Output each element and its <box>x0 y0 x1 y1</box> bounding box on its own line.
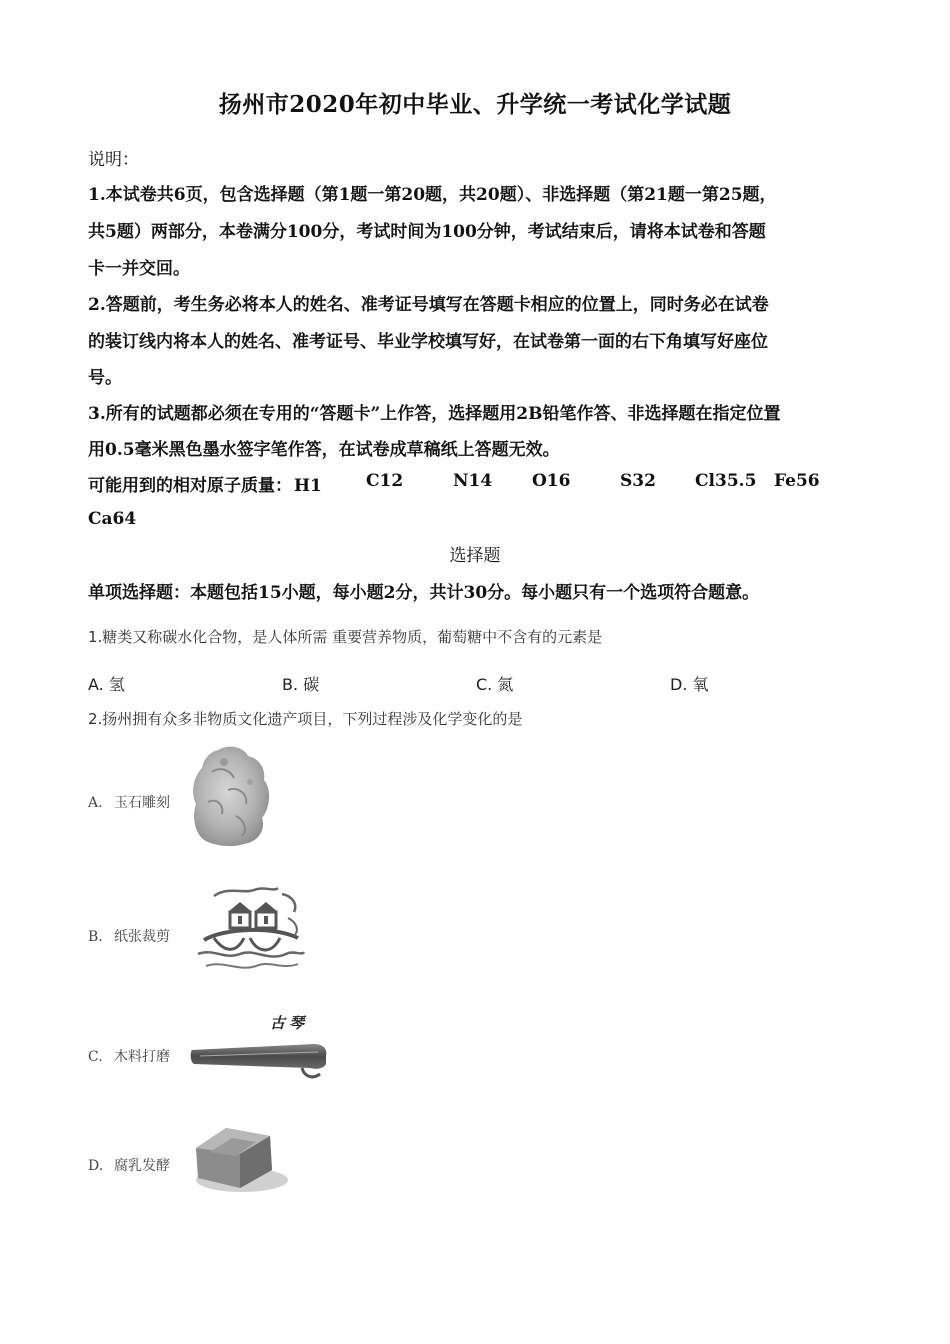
q2-option-c-text: 木料打磨 <box>114 1049 170 1065</box>
atom-h: H1 <box>294 476 322 496</box>
q1-option-b-text: 碳 <box>303 675 320 694</box>
q1-option-d-text: 氧 <box>692 675 709 694</box>
question-2-stem: 2.扬州拥有众多非物质文化遗产项目，下列过程涉及化学变化的是 <box>88 710 523 728</box>
atom-cl: Cl35.5 <box>695 471 757 491</box>
q2-option-c-letter: C. <box>88 1049 103 1065</box>
instruction-1-line-1: 1.本试卷共6页，包含选择题（第1题一第20题，共20题）、非选择题（第21题一第25题， <box>88 185 777 205</box>
instruction-1-line-2: 共5题）两部分，本卷满分100分，考试时间为100分钟，考试结束后，请将本试卷和答题 <box>88 222 766 242</box>
guqin-caption: 古琴 <box>270 1014 309 1032</box>
page-title: 扬州市2020年初中毕业、升学统一考试化学试题 <box>218 91 732 118</box>
atom-fe: Fe56 <box>774 471 820 491</box>
q2-option-b-text: 纸张裁剪 <box>114 929 170 945</box>
atom-s: S32 <box>620 471 656 491</box>
q1-option-d-letter: D. <box>670 675 688 694</box>
atomic-masses-label: 可能用到的相对原子质量： <box>88 476 292 496</box>
atom-ca: Ca64 <box>88 509 137 529</box>
q2-option-a <box>88 792 170 812</box>
q2-option-a-letter: A. <box>88 795 103 811</box>
fermented-tofu-image <box>186 1118 290 1196</box>
instruction-3-line-1: 3.所有的试题都必须在专用的“答题卡”上作答，选择题用2B铅笔作答、非选择题在指定位置 <box>88 404 781 424</box>
instruction-2-line-3: 号。 <box>88 368 122 388</box>
q2-option-c <box>88 1046 170 1066</box>
atom-o: O16 <box>532 471 571 491</box>
instruction-2-line-1: 2.答题前，考生务必将本人的姓名、准考证号填写在答题卡相应的位置上，同时务必在试卷 <box>88 295 769 315</box>
atom-c: C12 <box>366 471 404 491</box>
q2-option-b <box>88 926 170 946</box>
section-heading: 选择题 <box>449 546 501 566</box>
q1-option-b-letter: B. <box>282 675 299 694</box>
q2-option-d-letter: D. <box>88 1158 104 1174</box>
q1-option-c <box>476 672 513 695</box>
jade-carving-image <box>188 742 278 848</box>
q1-option-a <box>88 672 125 695</box>
q1-option-d <box>670 672 709 695</box>
guqin-image <box>190 1034 330 1082</box>
q1-option-c-text: 氮 <box>497 675 514 694</box>
paper-cutting-image <box>194 882 308 978</box>
atomic-masses-row <box>88 471 322 496</box>
section-description: 单项选择题：本题包括15小题，每小题2分，共计30分。每小题只有一个选项符合题意。 <box>88 583 760 603</box>
q1-option-a-letter: A. <box>88 675 104 694</box>
instruction-3-line-2: 用0.5毫米黑色墨水签字笔作答，在试卷成草稿纸上答题无效。 <box>88 440 560 460</box>
q2-option-b-letter: B. <box>88 929 103 945</box>
q2-option-d <box>88 1155 170 1175</box>
question-1-stem: 1.糖类又称碳水化合物，是人体所需 重要营养物质，葡萄糖中不含有的元素是 <box>88 628 603 646</box>
q1-option-a-text: 氢 <box>108 675 125 694</box>
q2-option-a-text: 玉石雕刻 <box>114 795 170 811</box>
atom-n: N14 <box>453 471 493 491</box>
q2-option-d-text: 腐乳发酵 <box>114 1158 170 1174</box>
instructions-heading: 说明： <box>88 150 139 170</box>
instruction-1-line-3: 卡一并交回。 <box>88 259 190 279</box>
q1-option-b <box>282 672 319 695</box>
q1-option-c-letter: C. <box>476 675 493 694</box>
instruction-2-line-2: 的装订线内将本人的姓名、准考证号、毕业学校填写好，在试卷第一面的右下角填写好座位 <box>88 332 768 352</box>
